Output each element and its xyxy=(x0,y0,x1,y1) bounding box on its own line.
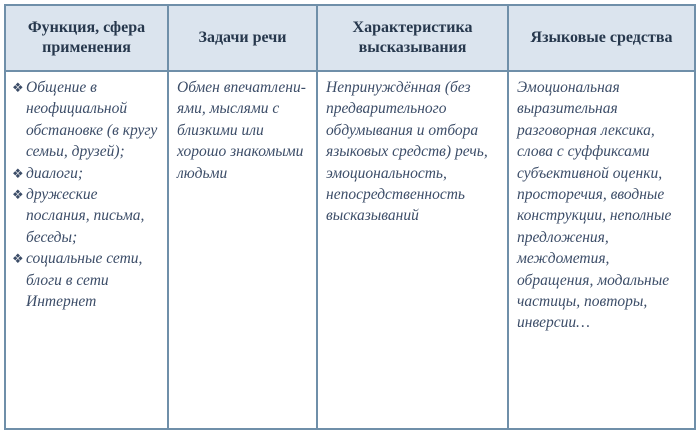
list-item: ❖ социальные сети, блоги в сети Интернет xyxy=(12,248,161,312)
diamond-bullet-icon: ❖ xyxy=(12,80,24,95)
list-item: ❖ дружеские послания, письма, беседы; xyxy=(12,184,161,248)
list-item: ❖ Общение в неофициальной обстановке (в кругу семьи, друзей); xyxy=(12,77,161,163)
header-function-sphere: Функция, сфера применения xyxy=(6,6,169,72)
header-characteristic: Характеристика высказывания xyxy=(318,6,509,72)
speech-style-table xyxy=(4,4,696,430)
cell-language-means: Эмоциональная выразительная разговорная лексика, слова с суффиксами субъективной оценки, просторечия, вводные конструкции, неполные предложения, междометия, обращения, модальные частицы, повторы, инверсии… xyxy=(517,79,672,332)
list-item: ❖ диалоги; xyxy=(12,163,161,184)
header-speech-tasks: Задачи речи xyxy=(169,6,318,72)
diamond-bullet-icon: ❖ xyxy=(12,251,24,267)
cell-functions xyxy=(6,72,169,428)
header-language-means: Языковые средства xyxy=(509,6,694,72)
cell-tasks: Обмен впечатлени-ями, мыслями с близкими или хорошо знакомыми людьми xyxy=(169,72,318,428)
diamond-bullet-icon: ❖ xyxy=(12,187,24,203)
diamond-bullet-icon: ❖ xyxy=(12,165,24,181)
cell-characteristic: Непринуждённая (без предварительного обдумывания и отбора языковых средств) речь, эмоциональность, непосредственность высказываний xyxy=(318,72,509,428)
